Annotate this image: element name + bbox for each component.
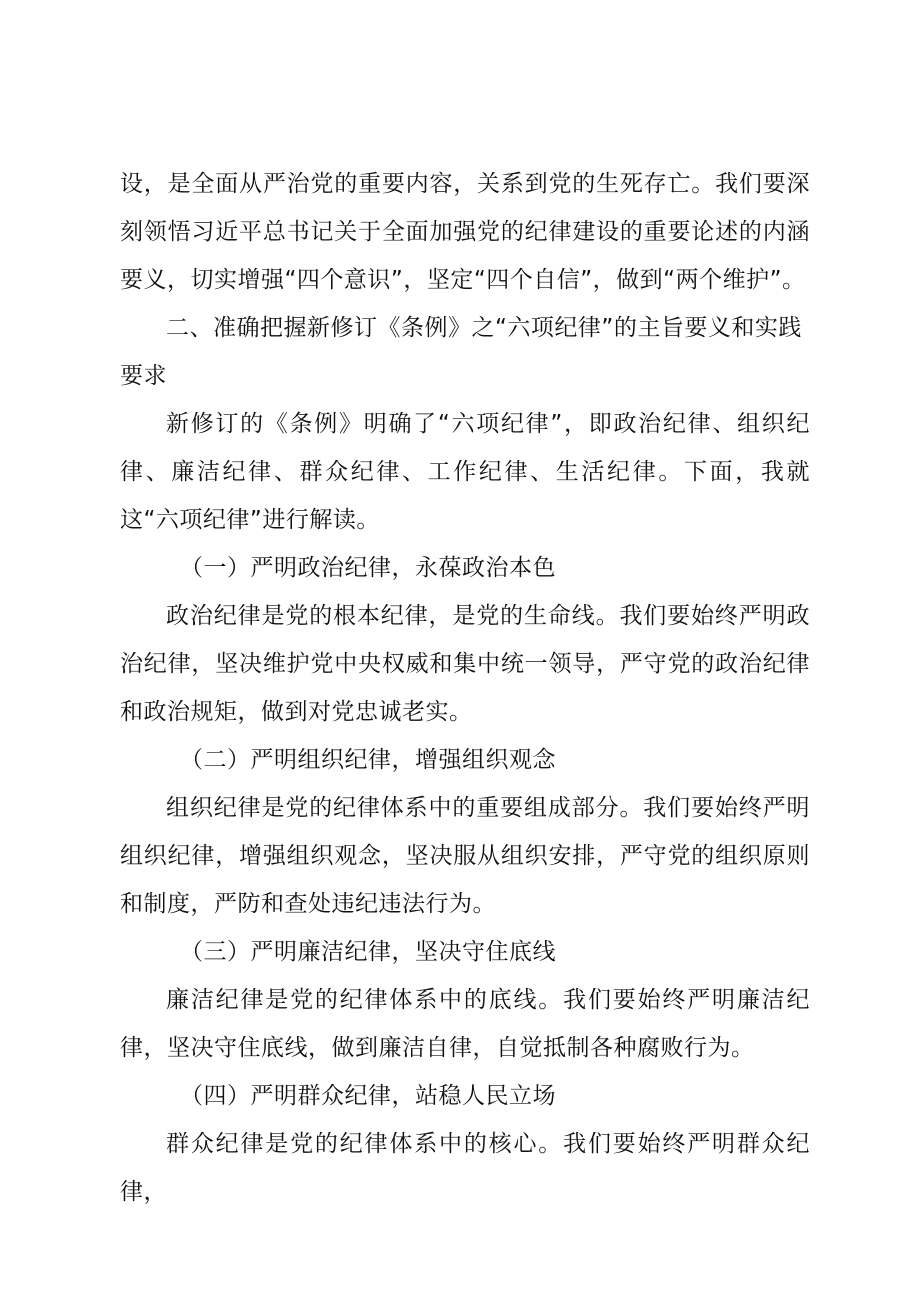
paragraph: 群众纪律是党的纪律体系中的核心。我们要始终严明群众纪律， <box>120 1131 810 1205</box>
paragraph: 新修订的《条例》明确了“六项纪律”，即政治纪律、组织纪律、廉洁纪律、群众纪律、工作纪律、生活纪律。下面，我就这“六项纪律”进行解读。 <box>120 411 810 533</box>
paragraph: 廉洁纪律是党的纪律体系中的底线。我们要始终严明廉洁纪律，坚决守住底线，做到廉洁自律，自觉抵制各种腐败行为。 <box>120 987 810 1061</box>
subsection-heading: （二）严明组织纪律，增强组织观念 <box>180 747 556 773</box>
section-heading: 二、准确把握新修订《条例》之“六项纪律”的主旨要义和实践要求 <box>120 315 802 389</box>
subsection-heading: （三）严明廉洁纪律，坚决守住底线 <box>180 939 556 965</box>
subsection-heading: （四）严明群众纪律，站稳人民立场 <box>180 1083 556 1109</box>
document-body <box>120 160 810 1216</box>
paragraph: 组织纪律是党的纪律体系中的重要组成部分。我们要始终严明组织纪律，增强组织观念，坚决服从组织安排，严守党的组织原则和制度，严防和查处违纪违法行为。 <box>120 795 810 917</box>
paragraph: 政治纪律是党的根本纪律，是党的生命线。我们要始终严明政治纪律，坚决维护党中央权威和集中统一领导，严守党的政治纪律和政治规矩，做到对党忠诚老实。 <box>120 603 810 725</box>
subsection-heading: （一）严明政治纪律，永葆政治本色 <box>180 555 556 581</box>
paragraph-continuation: 设，是全面从严治党的重要内容，关系到党的生死存亡。我们要深刻领悟习近平总书记关于全面加强党的纪律建设的重要论述的内涵要义，切实增强“四个意识”，坚定“四个自信”，做到“两个维护”。 <box>120 171 810 293</box>
